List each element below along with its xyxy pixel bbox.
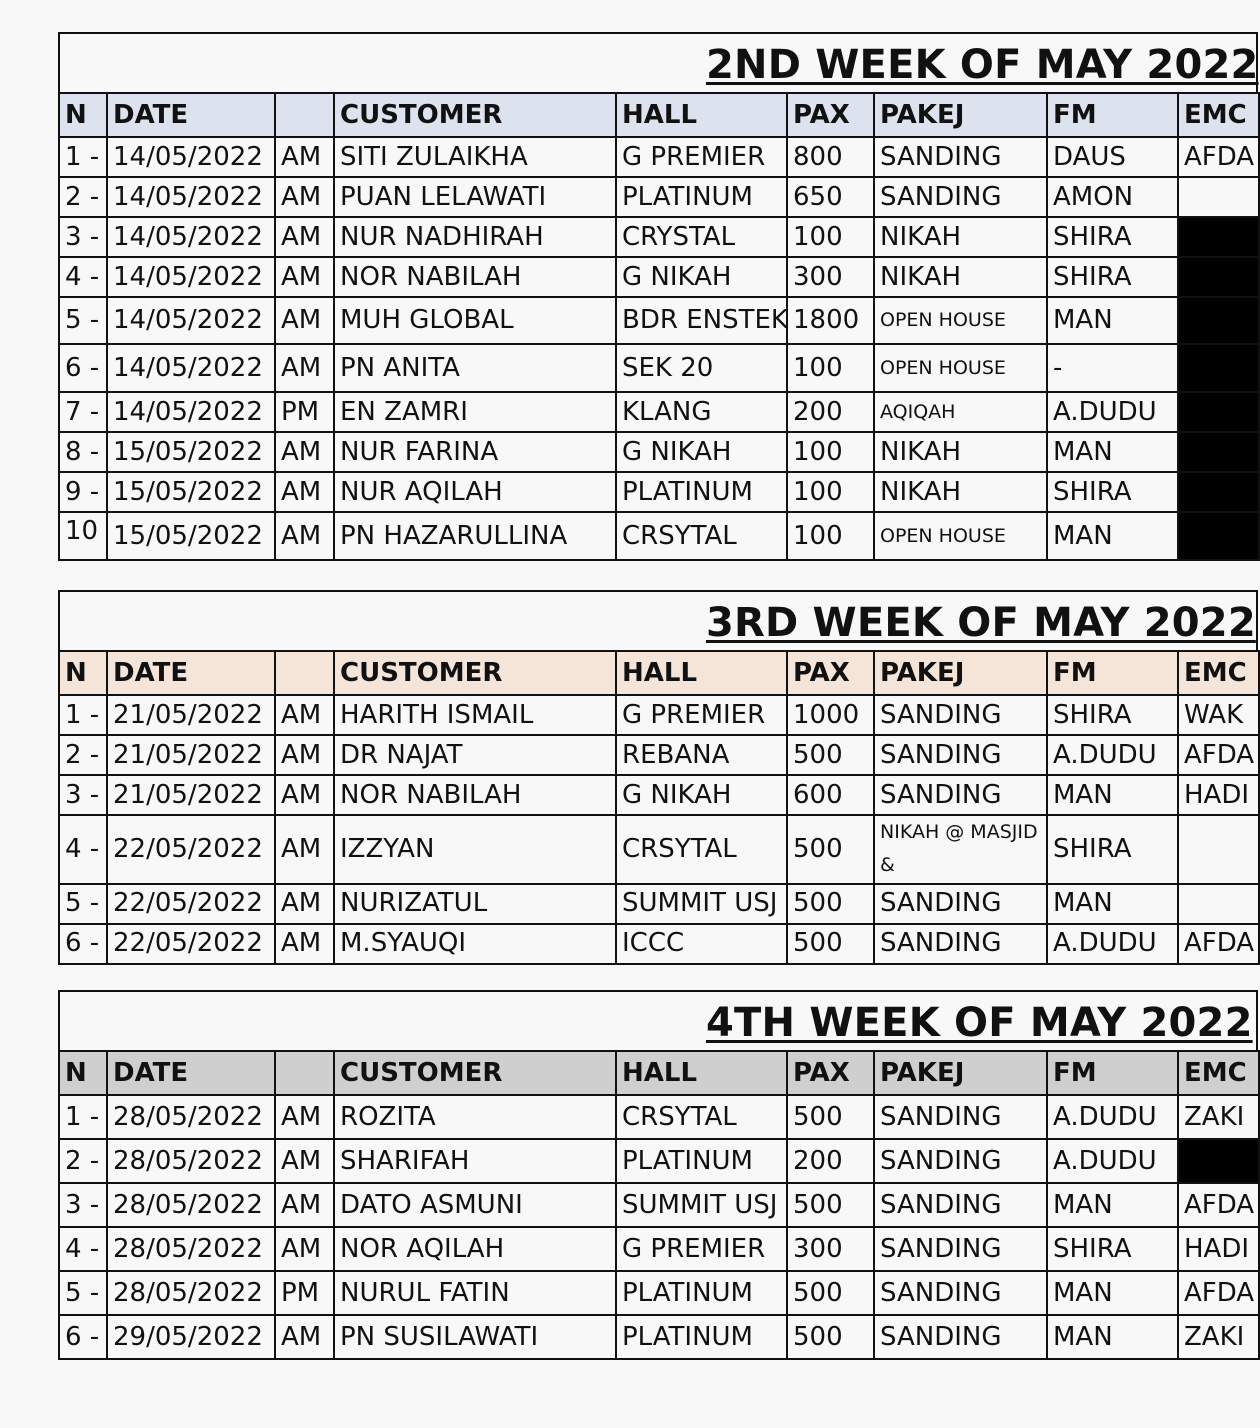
cell-customer: SHARIFAH	[334, 1139, 616, 1183]
cell-fm: MAN	[1047, 1315, 1178, 1359]
cell-customer: IZZYAN	[334, 815, 616, 884]
cell-pax: 200	[787, 392, 874, 432]
cell-pax: 100	[787, 472, 874, 512]
cell-emc-redacted	[1178, 297, 1259, 344]
table-row	[59, 512, 1259, 560]
cell-hall: G PREMIER	[616, 1227, 787, 1271]
table-header-row	[59, 1051, 1259, 1095]
cell-customer: PN ANITA	[334, 344, 616, 392]
cell-n: 2 -	[59, 735, 107, 775]
cell-hall: G NIKAH	[616, 257, 787, 297]
cell-hall: REBANA	[616, 735, 787, 775]
cell-customer: NURUL FATIN	[334, 1271, 616, 1315]
cell-customer: PN SUSILAWATI	[334, 1315, 616, 1359]
cell-emc: AFDA	[1178, 137, 1259, 177]
cell-customer: ROZITA	[334, 1095, 616, 1139]
cell-emc	[1178, 884, 1259, 924]
cell-ampm: AM	[275, 884, 334, 924]
cell-customer: PUAN LELAWATI	[334, 177, 616, 217]
cell-customer: PN HAZARULLINA	[334, 512, 616, 560]
col-header-hall: HALL	[616, 651, 787, 695]
cell-hall: G NIKAH	[616, 775, 787, 815]
cell-customer: DATO ASMUNI	[334, 1183, 616, 1227]
cell-emc: AFDA	[1178, 924, 1259, 964]
col-header-customer: CUSTOMER	[334, 1051, 616, 1095]
week-4-title-row	[58, 990, 1258, 1050]
col-header-fm: FM	[1047, 93, 1178, 137]
table-row	[59, 257, 1259, 297]
cell-n: 5 -	[59, 297, 107, 344]
cell-pakej: AQIQAH	[874, 392, 1047, 432]
cell-pakej: SANDING	[874, 884, 1047, 924]
cell-fm: MAN	[1047, 297, 1178, 344]
table-row	[59, 735, 1259, 775]
cell-customer: NOR NABILAH	[334, 775, 616, 815]
cell-date: 15/05/2022	[107, 472, 275, 512]
cell-emc-redacted	[1178, 432, 1259, 472]
week-3-title-row	[58, 590, 1258, 650]
cell-fm: SHIRA	[1047, 472, 1178, 512]
table-row	[59, 1183, 1259, 1227]
col-header-pakej: PAKEJ	[874, 1051, 1047, 1095]
cell-pakej: NIKAH	[874, 217, 1047, 257]
cell-fm: -	[1047, 344, 1178, 392]
cell-pax: 100	[787, 217, 874, 257]
col-header-pakej: PAKEJ	[874, 93, 1047, 137]
cell-customer: MUH GLOBAL	[334, 297, 616, 344]
cell-emc: HADI	[1178, 775, 1259, 815]
cell-pax: 500	[787, 815, 874, 884]
cell-n: 5 -	[59, 1271, 107, 1315]
cell-fm: A.DUDU	[1047, 392, 1178, 432]
cell-pakej: SANDING	[874, 1315, 1047, 1359]
cell-n: 1 -	[59, 137, 107, 177]
cell-date: 28/05/2022	[107, 1139, 275, 1183]
cell-emc: ZAKI	[1178, 1315, 1259, 1359]
cell-pax: 500	[787, 884, 874, 924]
cell-hall: BDR ENSTEK	[616, 297, 787, 344]
cell-fm: MAN	[1047, 1271, 1178, 1315]
cell-pakej: SANDING	[874, 775, 1047, 815]
cell-date: 28/05/2022	[107, 1183, 275, 1227]
cell-n: 9 -	[59, 472, 107, 512]
cell-hall: G PREMIER	[616, 137, 787, 177]
cell-pakej: SANDING	[874, 695, 1047, 735]
cell-ampm: AM	[275, 695, 334, 735]
cell-n: 10	[59, 512, 107, 560]
cell-pax: 200	[787, 1139, 874, 1183]
col-header-emc: EMC	[1178, 1051, 1259, 1095]
cell-pakej: OPEN HOUSE	[874, 344, 1047, 392]
cell-ampm: PM	[275, 392, 334, 432]
cell-ampm: AM	[275, 512, 334, 560]
col-header-ampm	[275, 651, 334, 695]
cell-pakej: SANDING	[874, 1227, 1047, 1271]
cell-n: 6 -	[59, 344, 107, 392]
cell-n: 5 -	[59, 884, 107, 924]
col-header-pakej: PAKEJ	[874, 651, 1047, 695]
table-row	[59, 695, 1259, 735]
cell-fm: DAUS	[1047, 137, 1178, 177]
table-row	[59, 472, 1259, 512]
col-header-pax: PAX	[787, 93, 874, 137]
cell-pax: 500	[787, 924, 874, 964]
cell-hall: SEK 20	[616, 344, 787, 392]
cell-pakej: SANDING	[874, 1095, 1047, 1139]
cell-pakej: NIKAH	[874, 432, 1047, 472]
cell-date: 14/05/2022	[107, 257, 275, 297]
table-row	[59, 775, 1259, 815]
cell-date: 21/05/2022	[107, 695, 275, 735]
cell-pax: 1000	[787, 695, 874, 735]
cell-hall: CRSYTAL	[616, 815, 787, 884]
table-header-row	[59, 93, 1259, 137]
cell-n: 1 -	[59, 695, 107, 735]
cell-fm: A.DUDU	[1047, 735, 1178, 775]
cell-pakej: SANDING	[874, 177, 1047, 217]
cell-n: 2 -	[59, 177, 107, 217]
cell-fm: SHIRA	[1047, 217, 1178, 257]
table-row	[59, 1271, 1259, 1315]
cell-date: 29/05/2022	[107, 1315, 275, 1359]
cell-fm: SHIRA	[1047, 695, 1178, 735]
cell-fm: SHIRA	[1047, 257, 1178, 297]
cell-date: 15/05/2022	[107, 512, 275, 560]
cell-ampm: AM	[275, 815, 334, 884]
cell-n: 3 -	[59, 775, 107, 815]
cell-pakej: NIKAH @ MASJID &	[874, 815, 1047, 884]
cell-pakej: NIKAH	[874, 472, 1047, 512]
cell-n: 4 -	[59, 1227, 107, 1271]
cell-date: 14/05/2022	[107, 217, 275, 257]
cell-fm: A.DUDU	[1047, 1095, 1178, 1139]
cell-n: 4 -	[59, 815, 107, 884]
cell-ampm: AM	[275, 472, 334, 512]
cell-fm: MAN	[1047, 432, 1178, 472]
cell-ampm: AM	[275, 1095, 334, 1139]
cell-fm: SHIRA	[1047, 1227, 1178, 1271]
cell-n: 6 -	[59, 1315, 107, 1359]
cell-pakej: OPEN HOUSE	[874, 512, 1047, 560]
cell-hall: SUMMIT USJ	[616, 884, 787, 924]
cell-customer: SITI ZULAIKHA	[334, 137, 616, 177]
table-row	[59, 297, 1259, 344]
cell-pax: 800	[787, 137, 874, 177]
week-4-title: 4TH WEEK OF MAY 2022	[706, 1000, 1253, 1046]
cell-customer: DR NAJAT	[334, 735, 616, 775]
cell-date: 14/05/2022	[107, 177, 275, 217]
cell-hall: G PREMIER	[616, 695, 787, 735]
cell-fm: A.DUDU	[1047, 1139, 1178, 1183]
cell-hall: PLATINUM	[616, 1315, 787, 1359]
cell-customer: NOR NABILAH	[334, 257, 616, 297]
col-header-pax: PAX	[787, 651, 874, 695]
col-header-customer: CUSTOMER	[334, 651, 616, 695]
cell-pax: 500	[787, 1095, 874, 1139]
cell-date: 22/05/2022	[107, 884, 275, 924]
col-header-fm: FM	[1047, 651, 1178, 695]
week-2-table	[58, 92, 1260, 561]
cell-n: 1 -	[59, 1095, 107, 1139]
cell-emc-redacted	[1178, 217, 1259, 257]
col-header-pax: PAX	[787, 1051, 874, 1095]
cell-pakej: OPEN HOUSE	[874, 297, 1047, 344]
col-header-n: N	[59, 1051, 107, 1095]
cell-hall: PLATINUM	[616, 177, 787, 217]
table-row	[59, 1227, 1259, 1271]
cell-pakej: SANDING	[874, 137, 1047, 177]
cell-pax: 100	[787, 512, 874, 560]
col-header-emc: EMC	[1178, 651, 1259, 695]
week-2-section	[58, 32, 1258, 561]
cell-hall: SUMMIT USJ	[616, 1183, 787, 1227]
cell-emc: ZAKI	[1178, 1095, 1259, 1139]
cell-emc: AFDA	[1178, 1271, 1259, 1315]
cell-ampm: PM	[275, 1271, 334, 1315]
cell-n: 6 -	[59, 924, 107, 964]
col-header-ampm	[275, 93, 334, 137]
week-3-section	[58, 590, 1258, 965]
cell-emc-redacted	[1178, 1139, 1259, 1183]
cell-customer: M.SYAUQI	[334, 924, 616, 964]
cell-pakej: SANDING	[874, 1271, 1047, 1315]
cell-hall: PLATINUM	[616, 472, 787, 512]
cell-emc: WAK	[1178, 695, 1259, 735]
cell-pax: 500	[787, 1271, 874, 1315]
cell-date: 21/05/2022	[107, 735, 275, 775]
cell-n: 3 -	[59, 217, 107, 257]
col-header-n: N	[59, 651, 107, 695]
cell-pakej: SANDING	[874, 735, 1047, 775]
cell-hall: CRSYTAL	[616, 1095, 787, 1139]
cell-ampm: AM	[275, 924, 334, 964]
col-header-date: DATE	[107, 651, 275, 695]
cell-ampm: AM	[275, 1183, 334, 1227]
table-row	[59, 884, 1259, 924]
cell-n: 7 -	[59, 392, 107, 432]
cell-n: 3 -	[59, 1183, 107, 1227]
table-row	[59, 432, 1259, 472]
cell-date: 22/05/2022	[107, 815, 275, 884]
cell-customer: NOR AQILAH	[334, 1227, 616, 1271]
cell-emc: AFDA	[1178, 735, 1259, 775]
cell-pax: 500	[787, 735, 874, 775]
cell-fm: AMON	[1047, 177, 1178, 217]
cell-fm: MAN	[1047, 512, 1178, 560]
cell-hall: G NIKAH	[616, 432, 787, 472]
cell-customer: EN ZAMRI	[334, 392, 616, 432]
col-header-fm: FM	[1047, 1051, 1178, 1095]
col-header-n: N	[59, 93, 107, 137]
cell-date: 28/05/2022	[107, 1227, 275, 1271]
cell-date: 15/05/2022	[107, 432, 275, 472]
cell-date: 14/05/2022	[107, 297, 275, 344]
week-4-table	[58, 1050, 1260, 1360]
cell-date: 21/05/2022	[107, 775, 275, 815]
week-2-title: 2ND WEEK OF MAY 2022	[706, 42, 1259, 88]
cell-pakej: SANDING	[874, 1139, 1047, 1183]
cell-fm: MAN	[1047, 884, 1178, 924]
cell-fm: MAN	[1047, 1183, 1178, 1227]
table-row	[59, 1095, 1259, 1139]
col-header-customer: CUSTOMER	[334, 93, 616, 137]
table-row	[59, 392, 1259, 432]
cell-hall: ICCC	[616, 924, 787, 964]
col-header-ampm	[275, 1051, 334, 1095]
cell-pax: 100	[787, 344, 874, 392]
cell-ampm: AM	[275, 137, 334, 177]
cell-ampm: AM	[275, 217, 334, 257]
cell-ampm: AM	[275, 1139, 334, 1183]
cell-pakej: SANDING	[874, 1183, 1047, 1227]
week-4-section	[58, 990, 1258, 1360]
cell-emc	[1178, 177, 1259, 217]
cell-hall: PLATINUM	[616, 1139, 787, 1183]
cell-ampm: AM	[275, 344, 334, 392]
cell-ampm: AM	[275, 177, 334, 217]
cell-customer: NUR FARINA	[334, 432, 616, 472]
cell-ampm: AM	[275, 1227, 334, 1271]
cell-n: 4 -	[59, 257, 107, 297]
col-header-date: DATE	[107, 93, 275, 137]
cell-date: 14/05/2022	[107, 392, 275, 432]
week-2-title-row	[58, 32, 1258, 92]
cell-ampm: AM	[275, 1315, 334, 1359]
cell-pakej: SANDING	[874, 924, 1047, 964]
cell-ampm: AM	[275, 775, 334, 815]
cell-ampm: AM	[275, 297, 334, 344]
cell-fm: SHIRA	[1047, 815, 1178, 884]
cell-date: 14/05/2022	[107, 137, 275, 177]
cell-pax: 650	[787, 177, 874, 217]
col-header-hall: HALL	[616, 1051, 787, 1095]
cell-emc-redacted	[1178, 392, 1259, 432]
cell-n: 2 -	[59, 1139, 107, 1183]
cell-emc	[1178, 815, 1259, 884]
col-header-hall: HALL	[616, 93, 787, 137]
cell-pax: 500	[787, 1183, 874, 1227]
cell-emc-redacted	[1178, 257, 1259, 297]
cell-pakej: NIKAH	[874, 257, 1047, 297]
col-header-emc: EMC	[1178, 93, 1259, 137]
cell-ampm: AM	[275, 432, 334, 472]
cell-pax: 500	[787, 1315, 874, 1359]
cell-pax: 300	[787, 1227, 874, 1271]
cell-customer: NURIZATUL	[334, 884, 616, 924]
cell-hall: CRSYTAL	[616, 512, 787, 560]
cell-hall: PLATINUM	[616, 1271, 787, 1315]
table-row	[59, 137, 1259, 177]
cell-emc-redacted	[1178, 344, 1259, 392]
cell-hall: CRYSTAL	[616, 217, 787, 257]
col-header-date: DATE	[107, 1051, 275, 1095]
cell-n: 8 -	[59, 432, 107, 472]
cell-customer: NUR AQILAH	[334, 472, 616, 512]
cell-emc: HADI	[1178, 1227, 1259, 1271]
cell-date: 28/05/2022	[107, 1271, 275, 1315]
cell-customer: HARITH ISMAIL	[334, 695, 616, 735]
table-header-row	[59, 651, 1259, 695]
cell-ampm: AM	[275, 735, 334, 775]
cell-customer: NUR NADHIRAH	[334, 217, 616, 257]
table-row	[59, 815, 1259, 884]
cell-emc-redacted	[1178, 472, 1259, 512]
cell-date: 22/05/2022	[107, 924, 275, 964]
cell-pax: 1800	[787, 297, 874, 344]
week-3-title: 3RD WEEK OF MAY 2022	[706, 600, 1256, 646]
table-row	[59, 217, 1259, 257]
cell-ampm: AM	[275, 257, 334, 297]
table-row	[59, 177, 1259, 217]
cell-fm: A.DUDU	[1047, 924, 1178, 964]
cell-hall: KLANG	[616, 392, 787, 432]
cell-pax: 300	[787, 257, 874, 297]
week-3-table	[58, 650, 1260, 965]
table-row	[59, 344, 1259, 392]
table-row	[59, 924, 1259, 964]
cell-date: 28/05/2022	[107, 1095, 275, 1139]
table-row	[59, 1315, 1259, 1359]
table-row	[59, 1139, 1259, 1183]
cell-emc: AFDA	[1178, 1183, 1259, 1227]
cell-pax: 100	[787, 432, 874, 472]
cell-pax: 600	[787, 775, 874, 815]
cell-fm: MAN	[1047, 775, 1178, 815]
cell-date: 14/05/2022	[107, 344, 275, 392]
cell-emc-redacted	[1178, 512, 1259, 560]
